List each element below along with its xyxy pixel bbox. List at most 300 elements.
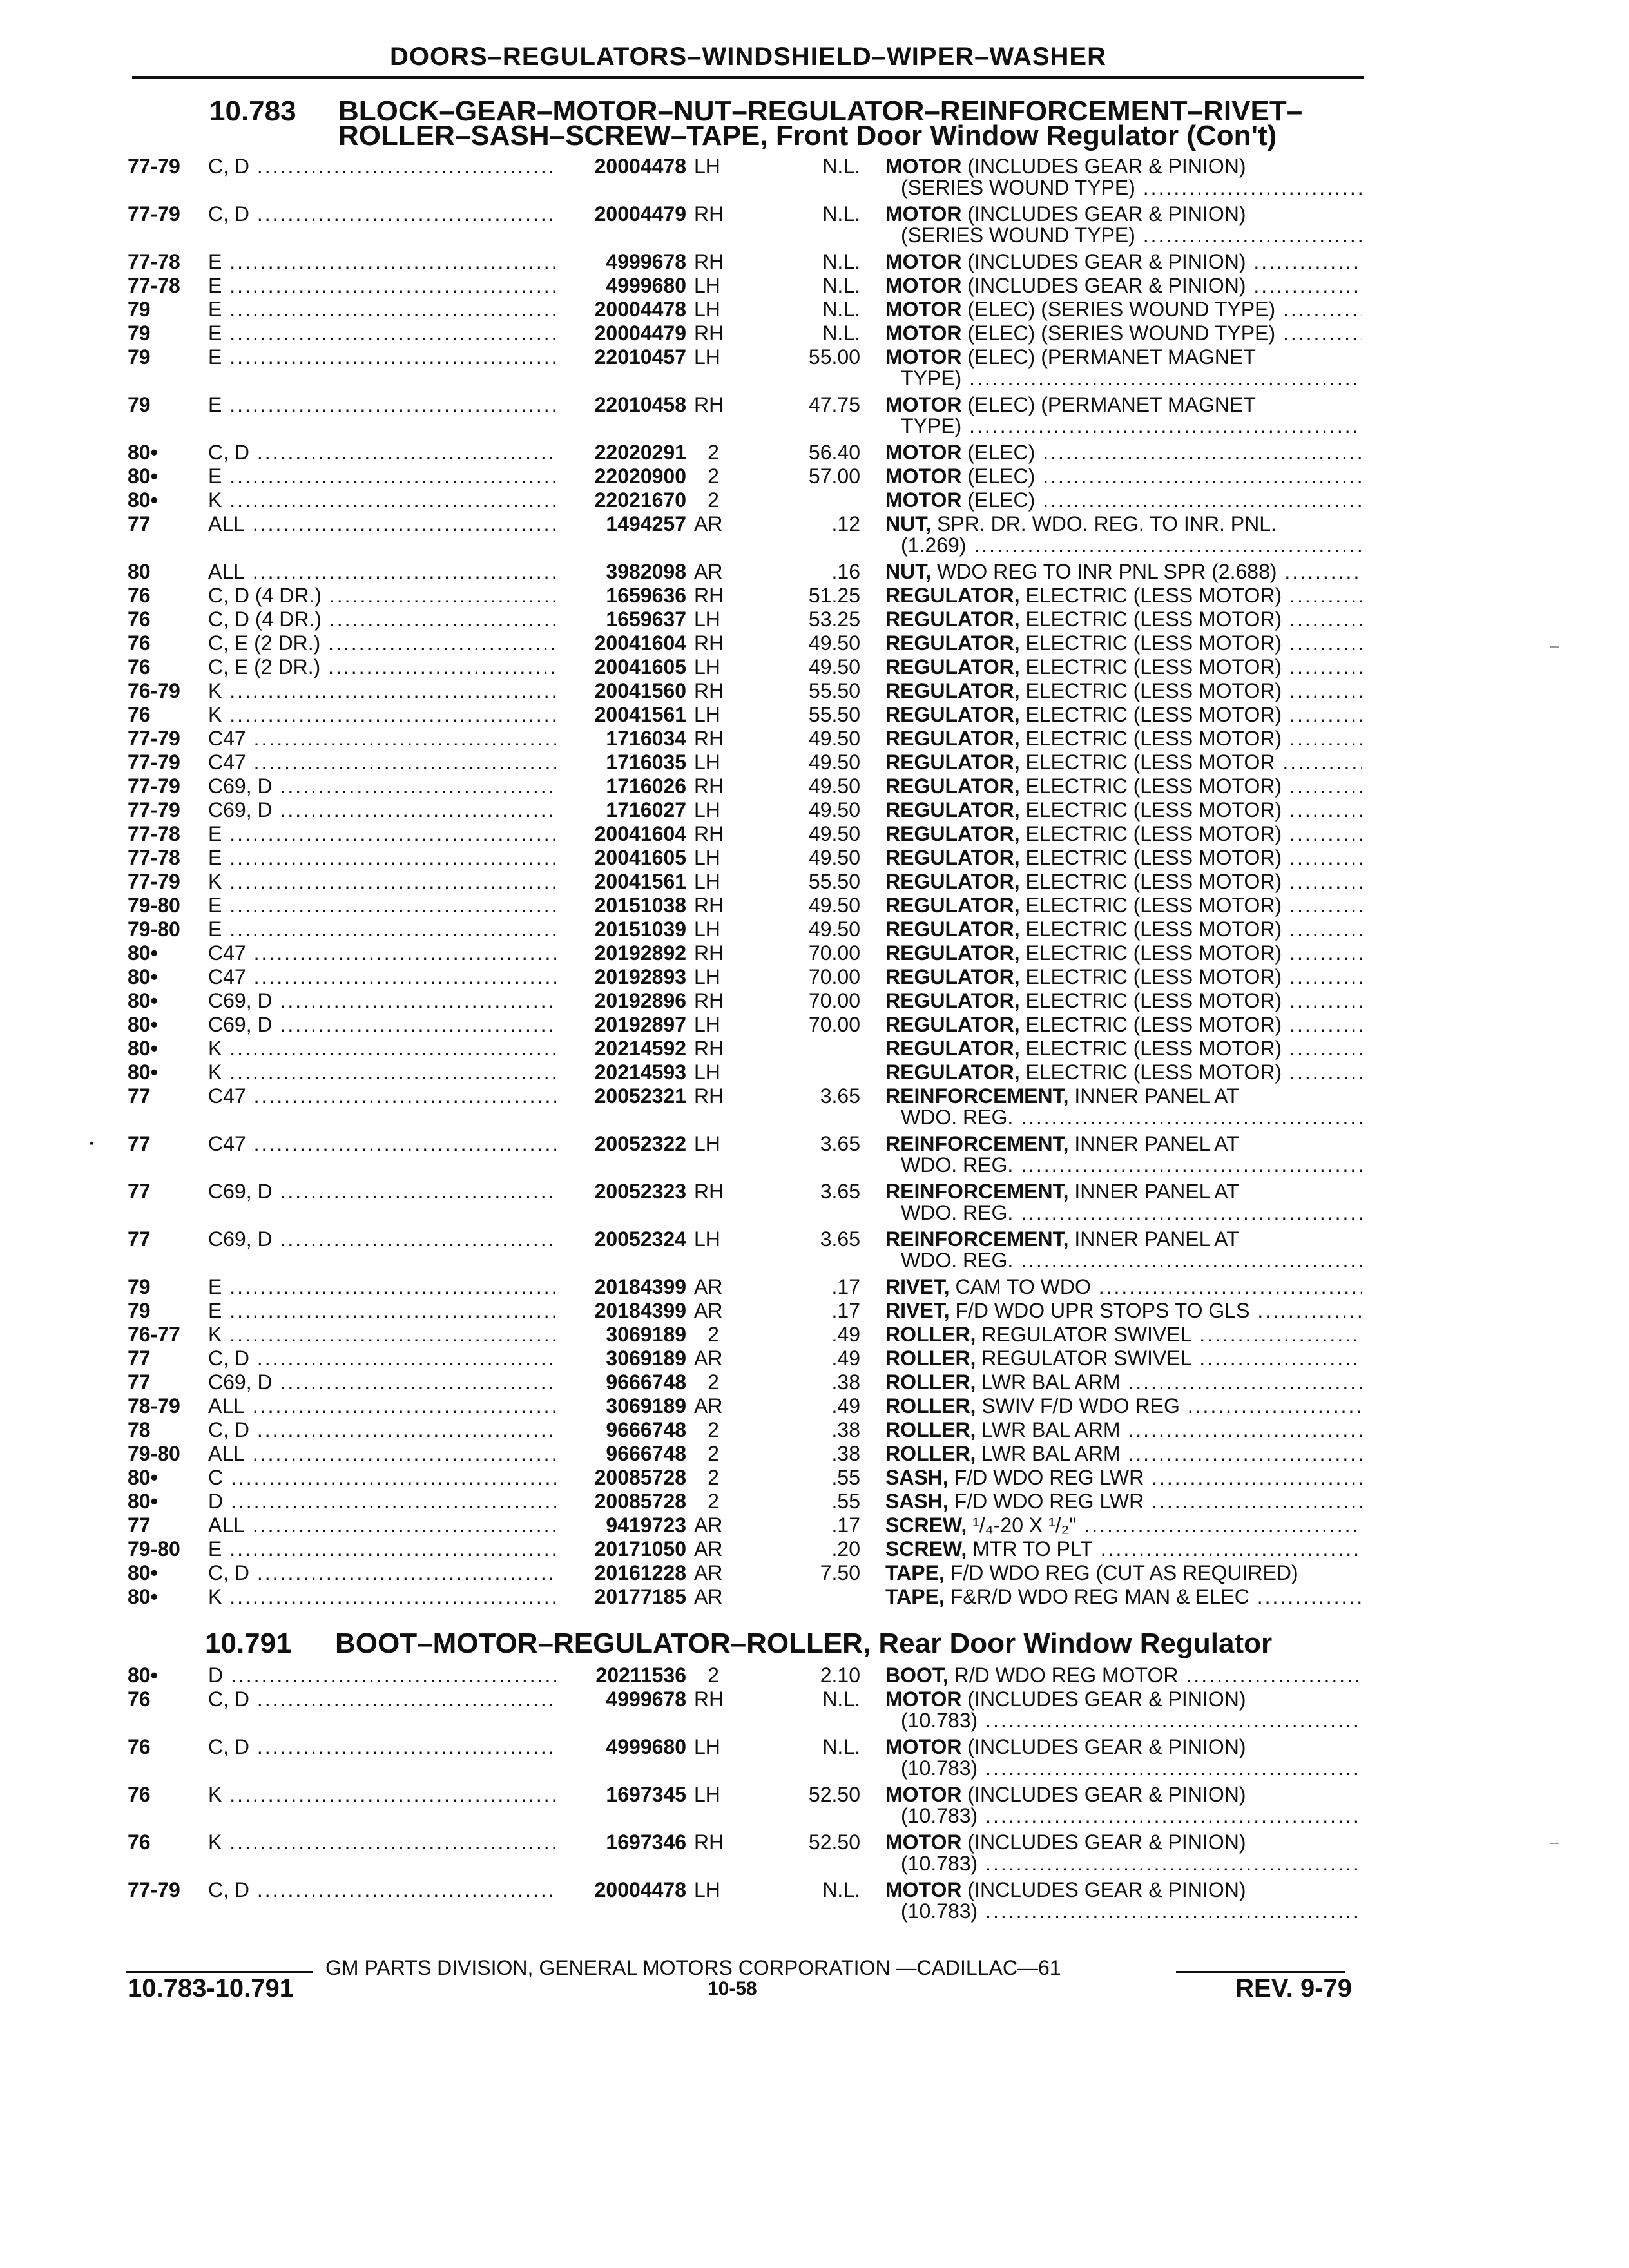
quantity-cell: LH bbox=[694, 655, 720, 678]
year-cell: 77-79 bbox=[128, 751, 180, 774]
part-number-cell: 20151039 bbox=[594, 918, 686, 941]
year-cell: 79-80 bbox=[128, 894, 180, 917]
part-name: MOTOR bbox=[885, 274, 962, 297]
part-number-cell: 20041560 bbox=[594, 679, 686, 702]
table-row bbox=[0, 1227, 1629, 1251]
quantity-cell: RH bbox=[694, 202, 724, 226]
price-cell: .49 bbox=[831, 1347, 860, 1370]
description-cell bbox=[885, 1394, 1362, 1418]
part-number-cell: 20151038 bbox=[594, 894, 686, 917]
part-detail: ELECTRIC (LESS MOTOR) bbox=[1025, 822, 1282, 845]
quantity-cell: LH bbox=[694, 751, 720, 774]
price-cell: N.L. bbox=[822, 322, 860, 345]
table-row bbox=[0, 822, 1629, 846]
year-cell: 80• bbox=[128, 1585, 158, 1608]
price-cell: .55 bbox=[831, 1466, 860, 1489]
year-cell: 77-79 bbox=[128, 202, 180, 226]
description-cell bbox=[885, 870, 1362, 894]
table-row-continuation bbox=[0, 367, 1629, 390]
part-name: REGULATOR, bbox=[885, 608, 1020, 631]
table-row bbox=[0, 1275, 1629, 1299]
description-continuation: (1.269) ..... bbox=[901, 533, 1362, 557]
description-cell bbox=[885, 1347, 1362, 1370]
table-row bbox=[0, 1878, 1629, 1902]
part-detail: ELECTRIC (LESS MOTOR) bbox=[1025, 941, 1282, 965]
price-cell: N.L. bbox=[822, 1687, 860, 1711]
part-name: BOOT, bbox=[885, 1664, 949, 1687]
part-detail: ELECTRIC (LESS MOTOR) bbox=[1025, 846, 1282, 869]
price-cell: .55 bbox=[831, 1490, 860, 1513]
part-name: MOTOR bbox=[885, 298, 962, 321]
part-detail: LWR BAL ARM bbox=[981, 1442, 1121, 1465]
quantity-cell: AR bbox=[694, 1585, 723, 1608]
table-row bbox=[0, 965, 1629, 989]
part-detail: (ELEC) (PERMANET MAGNET bbox=[967, 345, 1256, 369]
description-cell bbox=[885, 488, 1362, 512]
price-cell: .38 bbox=[831, 1418, 860, 1441]
model-cell: C, D ..... bbox=[208, 1735, 556, 1759]
price-cell: 55.00 bbox=[808, 345, 860, 369]
quantity-cell: 2 bbox=[708, 1490, 719, 1513]
table-row bbox=[0, 1514, 1629, 1537]
part-detail: ELECTRIC (LESS MOTOR) bbox=[1025, 1061, 1282, 1084]
table-row bbox=[0, 465, 1629, 488]
model-cell: ALL ..... bbox=[208, 1442, 556, 1466]
year-cell: 77 bbox=[128, 1180, 151, 1203]
model-cell: C, D ..... bbox=[208, 155, 556, 178]
model-cell: K ..... bbox=[208, 488, 556, 512]
model-cell: E ..... bbox=[208, 1537, 556, 1561]
description-cell bbox=[885, 846, 1362, 870]
table-row bbox=[0, 1585, 1629, 1609]
year-cell: 80• bbox=[128, 1490, 158, 1513]
quantity-cell: RH bbox=[694, 1037, 724, 1060]
description-cell bbox=[885, 202, 1362, 226]
description-cell bbox=[885, 512, 1362, 536]
price-cell: .17 bbox=[831, 1275, 860, 1298]
table-row bbox=[0, 798, 1629, 822]
table-row-continuation bbox=[0, 1899, 1629, 1923]
part-number-cell: 20041604 bbox=[594, 631, 686, 655]
description-cell bbox=[885, 703, 1362, 727]
quantity-cell: 2 bbox=[708, 465, 719, 488]
price-cell: 47.75 bbox=[808, 393, 860, 416]
part-detail: ELECTRIC (LESS MOTOR) bbox=[1025, 608, 1282, 631]
part-name: TAPE, bbox=[885, 1585, 945, 1608]
table-row-continuation bbox=[0, 1709, 1629, 1733]
part-detail: MTR TO PLT bbox=[972, 1537, 1093, 1561]
year-cell: 76 bbox=[128, 631, 151, 655]
year-cell: 77 bbox=[128, 1370, 151, 1394]
year-cell: 77 bbox=[128, 1084, 151, 1108]
price-cell: 52.50 bbox=[808, 1783, 860, 1806]
page-header: DOORS–REGULATORS–WINDSHIELD–WIPER–WASHER bbox=[390, 43, 1106, 71]
price-cell: 70.00 bbox=[808, 941, 860, 965]
part-number-cell: 20214593 bbox=[594, 1061, 686, 1084]
year-cell: 79 bbox=[128, 322, 151, 345]
price-cell: 70.00 bbox=[808, 1013, 860, 1036]
footer-publisher: GM PARTS DIVISION, GENERAL MOTORS CORPORATION —CADILLAC—61 bbox=[325, 1956, 1061, 1979]
description-cell bbox=[885, 155, 1362, 178]
description-cell bbox=[885, 894, 1362, 918]
model-cell: C ..... bbox=[208, 1466, 556, 1490]
description-cell bbox=[885, 322, 1362, 345]
quantity-cell: RH bbox=[694, 1831, 724, 1854]
quantity-cell: LH bbox=[694, 1878, 720, 1901]
part-detail: ELECTRIC (LESS MOTOR) bbox=[1025, 989, 1282, 1012]
part-number-cell: 3069189 bbox=[606, 1394, 686, 1418]
description-cell bbox=[885, 1275, 1362, 1299]
description-continuation: WDO. REG. ..... bbox=[901, 1153, 1362, 1177]
model-cell: C47 ..... bbox=[208, 751, 556, 774]
quantity-cell: RH bbox=[694, 727, 724, 750]
model-cell: E ..... bbox=[208, 894, 556, 918]
part-name: NUT, bbox=[885, 512, 932, 535]
margin-tick bbox=[1550, 646, 1559, 648]
part-name: REINFORCEMENT, bbox=[885, 1227, 1069, 1251]
model-cell: K ..... bbox=[208, 1783, 556, 1807]
quantity-cell: AR bbox=[694, 1347, 723, 1370]
description-cell bbox=[885, 250, 1362, 274]
part-detail: ELECTRIC (LESS MOTOR bbox=[1025, 751, 1275, 774]
part-detail: (INCLUDES GEAR & PINION) bbox=[967, 250, 1246, 273]
part-detail: ELECTRIC (LESS MOTOR) bbox=[1025, 727, 1282, 750]
part-detail: ELECTRIC (LESS MOTOR) bbox=[1025, 965, 1282, 988]
year-cell: 80• bbox=[128, 488, 158, 512]
part-name: REGULATOR, bbox=[885, 727, 1020, 750]
model-cell: D ..... bbox=[208, 1490, 556, 1514]
part-detail: (ELEC) (SERIES WOUND TYPE) bbox=[967, 322, 1276, 345]
year-cell: 77 bbox=[128, 512, 151, 535]
table-row-continuation bbox=[0, 1249, 1629, 1273]
description-cell bbox=[885, 751, 1362, 774]
quantity-cell: LH bbox=[694, 155, 720, 178]
year-cell: 80• bbox=[128, 1013, 158, 1036]
price-cell: N.L. bbox=[822, 1735, 860, 1758]
price-cell: 53.25 bbox=[808, 608, 860, 631]
price-cell: N.L. bbox=[822, 1878, 860, 1901]
part-name: REGULATOR, bbox=[885, 846, 1020, 869]
quantity-cell: LH bbox=[694, 846, 720, 869]
price-cell: 2.10 bbox=[820, 1664, 860, 1687]
table-row bbox=[0, 512, 1629, 536]
price-cell: .20 bbox=[831, 1537, 860, 1561]
part-detail: (INCLUDES GEAR & PINION) bbox=[967, 274, 1246, 297]
part-number-cell: 20004478 bbox=[594, 298, 686, 321]
table-row-continuation bbox=[0, 224, 1629, 247]
price-cell: 49.50 bbox=[808, 727, 860, 750]
table-row bbox=[0, 1735, 1629, 1759]
price-cell: .12 bbox=[831, 512, 860, 535]
part-name: REGULATOR, bbox=[885, 703, 1020, 726]
year-cell: 77-78 bbox=[128, 250, 180, 273]
part-number-cell: 1716035 bbox=[606, 751, 686, 774]
part-detail: ELECTRIC (LESS MOTOR) bbox=[1025, 631, 1282, 655]
part-detail: ¹/₄-20 X ¹/₂" bbox=[972, 1514, 1077, 1537]
model-cell: C69, D ..... bbox=[208, 989, 556, 1013]
price-cell: 57.00 bbox=[808, 465, 860, 488]
quantity-cell: 2 bbox=[708, 1418, 719, 1441]
model-cell: C69, D ..... bbox=[208, 774, 556, 798]
part-name: REINFORCEMENT, bbox=[885, 1084, 1069, 1108]
part-detail: (ELEC) (PERMANET MAGNET bbox=[967, 393, 1256, 416]
quantity-cell: LH bbox=[694, 1227, 720, 1251]
year-cell: 77-79 bbox=[128, 798, 180, 822]
price-cell: 3.65 bbox=[820, 1180, 860, 1203]
year-cell: 77 bbox=[128, 1514, 151, 1537]
table-row bbox=[0, 608, 1629, 631]
description-cell bbox=[885, 393, 1362, 417]
part-name: REGULATOR, bbox=[885, 631, 1020, 655]
part-detail: ELECTRIC (LESS MOTOR) bbox=[1025, 894, 1282, 917]
description-cell bbox=[885, 1037, 1362, 1061]
description-cell bbox=[885, 1561, 1362, 1585]
table-row bbox=[0, 250, 1629, 274]
year-cell: 77-78 bbox=[128, 846, 180, 869]
quantity-cell: LH bbox=[694, 918, 720, 941]
quantity-cell: RH bbox=[694, 941, 724, 965]
description-cell bbox=[885, 1061, 1362, 1084]
part-name: MOTOR bbox=[885, 441, 962, 464]
table-row bbox=[0, 631, 1629, 655]
year-cell: 78 bbox=[128, 1418, 151, 1441]
year-cell: 76 bbox=[128, 1687, 151, 1711]
description-cell bbox=[885, 1227, 1362, 1251]
part-name: SCREW, bbox=[885, 1537, 967, 1561]
table-row bbox=[0, 727, 1629, 751]
part-detail: (ELEC) bbox=[967, 465, 1036, 488]
part-detail: (INCLUDES GEAR & PINION) bbox=[967, 155, 1246, 178]
part-number-cell: 22010457 bbox=[594, 345, 686, 369]
table-row-continuation bbox=[0, 533, 1629, 557]
part-number-cell: 1494257 bbox=[606, 512, 686, 535]
table-row bbox=[0, 560, 1629, 584]
section-heading-10791 bbox=[205, 1628, 1365, 1660]
model-cell: C69, D ..... bbox=[208, 1370, 556, 1394]
price-cell: 52.50 bbox=[808, 1831, 860, 1854]
description-cell bbox=[885, 1323, 1362, 1347]
table-row bbox=[0, 1061, 1629, 1084]
part-number-cell: 22021670 bbox=[594, 488, 686, 512]
year-cell: 77-79 bbox=[128, 1878, 180, 1901]
year-cell: 80 bbox=[128, 560, 151, 583]
quantity-cell: 2 bbox=[708, 1466, 719, 1489]
part-number-cell: 20052323 bbox=[594, 1180, 686, 1203]
table-row bbox=[0, 846, 1629, 870]
description-cell bbox=[885, 727, 1362, 751]
model-cell: C, D ..... bbox=[208, 202, 556, 226]
part-number-cell: 1716034 bbox=[606, 727, 686, 750]
section-number: 10.791 bbox=[205, 1628, 292, 1659]
year-cell: 80• bbox=[128, 1664, 158, 1687]
part-name: RIVET, bbox=[885, 1275, 950, 1298]
footer-rule-right bbox=[1176, 1971, 1345, 1973]
description-cell bbox=[885, 822, 1362, 846]
quantity-cell: AR bbox=[694, 1514, 723, 1537]
part-number-cell: 3982098 bbox=[606, 560, 686, 583]
quantity-cell: RH bbox=[694, 1687, 724, 1711]
year-cell: 76-79 bbox=[128, 679, 180, 702]
part-number-cell: 22020900 bbox=[594, 465, 686, 488]
table-row bbox=[0, 894, 1629, 918]
table-row-continuation bbox=[0, 1153, 1629, 1177]
part-number-cell: 20041605 bbox=[594, 655, 686, 678]
footer-revision: REV. 9-79 bbox=[1235, 1974, 1352, 2003]
part-detail: ELECTRIC (LESS MOTOR) bbox=[1025, 798, 1282, 822]
part-number-cell: 1697346 bbox=[606, 1831, 686, 1854]
quantity-cell: 2 bbox=[708, 1664, 719, 1687]
part-name: REGULATOR, bbox=[885, 679, 1020, 702]
part-name: NUT, bbox=[885, 560, 932, 583]
part-name: ROLLER, bbox=[885, 1323, 976, 1346]
part-name: REGULATOR, bbox=[885, 655, 1020, 678]
part-number-cell: 1659637 bbox=[606, 608, 686, 631]
part-detail: CAM TO WDO bbox=[955, 1275, 1091, 1298]
price-cell: 56.40 bbox=[808, 441, 860, 464]
part-name: REGULATOR, bbox=[885, 965, 1020, 988]
part-detail: ELECTRIC (LESS MOTOR) bbox=[1025, 584, 1282, 607]
part-detail: LWR BAL ARM bbox=[981, 1370, 1121, 1394]
year-cell: 79-80 bbox=[128, 918, 180, 941]
model-cell: C69, D ..... bbox=[208, 798, 556, 822]
table-row bbox=[0, 345, 1629, 369]
part-number-cell: 1716027 bbox=[606, 798, 686, 822]
part-name: RIVET, bbox=[885, 1299, 950, 1322]
price-cell: 49.50 bbox=[808, 631, 860, 655]
year-cell: 76 bbox=[128, 655, 151, 678]
part-detail: LWR BAL ARM bbox=[981, 1418, 1121, 1441]
model-cell: E ..... bbox=[208, 250, 556, 274]
table-row bbox=[0, 703, 1629, 727]
description-cell bbox=[885, 655, 1362, 679]
description-cell bbox=[885, 465, 1362, 488]
description-cell bbox=[885, 1831, 1362, 1854]
model-cell: K ..... bbox=[208, 703, 556, 727]
part-name: ROLLER, bbox=[885, 1442, 976, 1465]
price-cell: .16 bbox=[831, 560, 860, 583]
year-cell: 80• bbox=[128, 989, 158, 1012]
part-detail: (ELEC) (SERIES WOUND TYPE) bbox=[967, 298, 1276, 321]
description-cell bbox=[885, 941, 1362, 965]
year-cell: 76 bbox=[128, 703, 151, 726]
table-row bbox=[0, 941, 1629, 965]
part-number-cell: 4999678 bbox=[606, 250, 686, 273]
part-number-cell: 20052321 bbox=[594, 1084, 686, 1108]
description-cell bbox=[885, 1132, 1362, 1156]
part-number-cell: 20171050 bbox=[594, 1537, 686, 1561]
price-cell: .49 bbox=[831, 1394, 860, 1418]
section-number: 10.783 bbox=[209, 95, 296, 127]
quantity-cell: 2 bbox=[708, 1370, 719, 1394]
year-cell: 79 bbox=[128, 345, 151, 369]
part-number-cell: 20192892 bbox=[594, 941, 686, 965]
part-number-cell: 20041561 bbox=[594, 870, 686, 893]
part-detail: (ELEC) bbox=[967, 441, 1036, 464]
quantity-cell: LH bbox=[694, 965, 720, 988]
part-detail: ELECTRIC (LESS MOTOR) bbox=[1025, 1037, 1282, 1060]
table-row-continuation bbox=[0, 176, 1629, 200]
year-cell: 77-79 bbox=[128, 870, 180, 893]
part-detail: INNER PANEL AT bbox=[1074, 1132, 1239, 1155]
price-cell: N.L. bbox=[822, 298, 860, 321]
year-cell: 80• bbox=[128, 1061, 158, 1084]
part-detail: INNER PANEL AT bbox=[1074, 1180, 1239, 1203]
quantity-cell: RH bbox=[694, 1180, 724, 1203]
description-cell bbox=[885, 989, 1362, 1013]
model-cell: K ..... bbox=[208, 1037, 556, 1061]
year-cell: 78-79 bbox=[128, 1394, 180, 1418]
description-cell bbox=[885, 965, 1362, 989]
part-number-cell: 20004478 bbox=[594, 1878, 686, 1901]
model-cell: ALL ..... bbox=[208, 1394, 556, 1418]
part-name: REGULATOR, bbox=[885, 822, 1020, 845]
part-number-cell: 22020291 bbox=[594, 441, 686, 464]
year-cell: 80• bbox=[128, 1561, 158, 1584]
part-name: MOTOR bbox=[885, 465, 962, 488]
description-cell bbox=[885, 1664, 1362, 1687]
description-cell bbox=[885, 1878, 1362, 1902]
part-detail: INNER PANEL AT bbox=[1074, 1227, 1239, 1251]
table-row bbox=[0, 751, 1629, 774]
year-cell: 80• bbox=[128, 1037, 158, 1060]
description-continuation: (SERIES WOUND TYPE) ..... bbox=[901, 224, 1362, 247]
model-cell: C47 ..... bbox=[208, 965, 556, 989]
part-detail: F/D WDO REG LWR bbox=[954, 1490, 1144, 1513]
table-row bbox=[0, 1466, 1629, 1490]
part-name: REGULATOR, bbox=[885, 989, 1020, 1012]
part-detail: INNER PANEL AT bbox=[1074, 1084, 1239, 1108]
year-cell: 77-79 bbox=[128, 727, 180, 750]
year-cell: 80• bbox=[128, 465, 158, 488]
part-detail: WDO REG TO INR PNL SPR (2.688) bbox=[937, 560, 1277, 583]
quantity-cell: AR bbox=[694, 1537, 723, 1561]
part-number-cell: 4999680 bbox=[606, 1735, 686, 1758]
price-cell: 3.65 bbox=[820, 1227, 860, 1251]
model-cell: E ..... bbox=[208, 393, 556, 417]
section-title-line2: ROLLER–SASH–SCREW–TAPE, Front Door Window Regulator (Con't) bbox=[338, 120, 1277, 151]
quantity-cell: LH bbox=[694, 1132, 720, 1155]
part-name: MOTOR bbox=[885, 155, 962, 178]
table-row-continuation bbox=[0, 1804, 1629, 1828]
year-cell: 79 bbox=[128, 393, 151, 416]
header-rule bbox=[132, 76, 1364, 79]
part-detail: ELECTRIC (LESS MOTOR) bbox=[1025, 679, 1282, 702]
quantity-cell: 2 bbox=[708, 488, 719, 512]
table-row bbox=[0, 655, 1629, 679]
part-name: REGULATOR, bbox=[885, 751, 1020, 774]
year-cell: 77-78 bbox=[128, 822, 180, 845]
part-name: REGULATOR, bbox=[885, 941, 1020, 965]
description-continuation: TYPE) ..... bbox=[901, 414, 1362, 438]
description-cell bbox=[885, 1299, 1362, 1323]
quantity-cell: RH bbox=[694, 584, 724, 607]
year-cell: 76 bbox=[128, 1735, 151, 1758]
part-number-cell: 1697345 bbox=[606, 1783, 686, 1806]
part-name: MOTOR bbox=[885, 488, 962, 512]
part-name: MOTOR bbox=[885, 393, 962, 416]
year-cell: 79-80 bbox=[128, 1537, 180, 1561]
year-cell: 76 bbox=[128, 584, 151, 607]
part-name: REGULATOR, bbox=[885, 774, 1020, 798]
quantity-cell: RH bbox=[694, 774, 724, 798]
quantity-cell: RH bbox=[694, 822, 724, 845]
part-detail: ELECTRIC (LESS MOTOR) bbox=[1025, 655, 1282, 678]
part-name: REGULATOR, bbox=[885, 1061, 1020, 1084]
description-continuation: (10.783) ..... bbox=[901, 1756, 1362, 1780]
part-detail: ELECTRIC (LESS MOTOR) bbox=[1025, 870, 1282, 893]
part-name: SCREW, bbox=[885, 1514, 967, 1537]
part-number-cell: 3069189 bbox=[606, 1347, 686, 1370]
